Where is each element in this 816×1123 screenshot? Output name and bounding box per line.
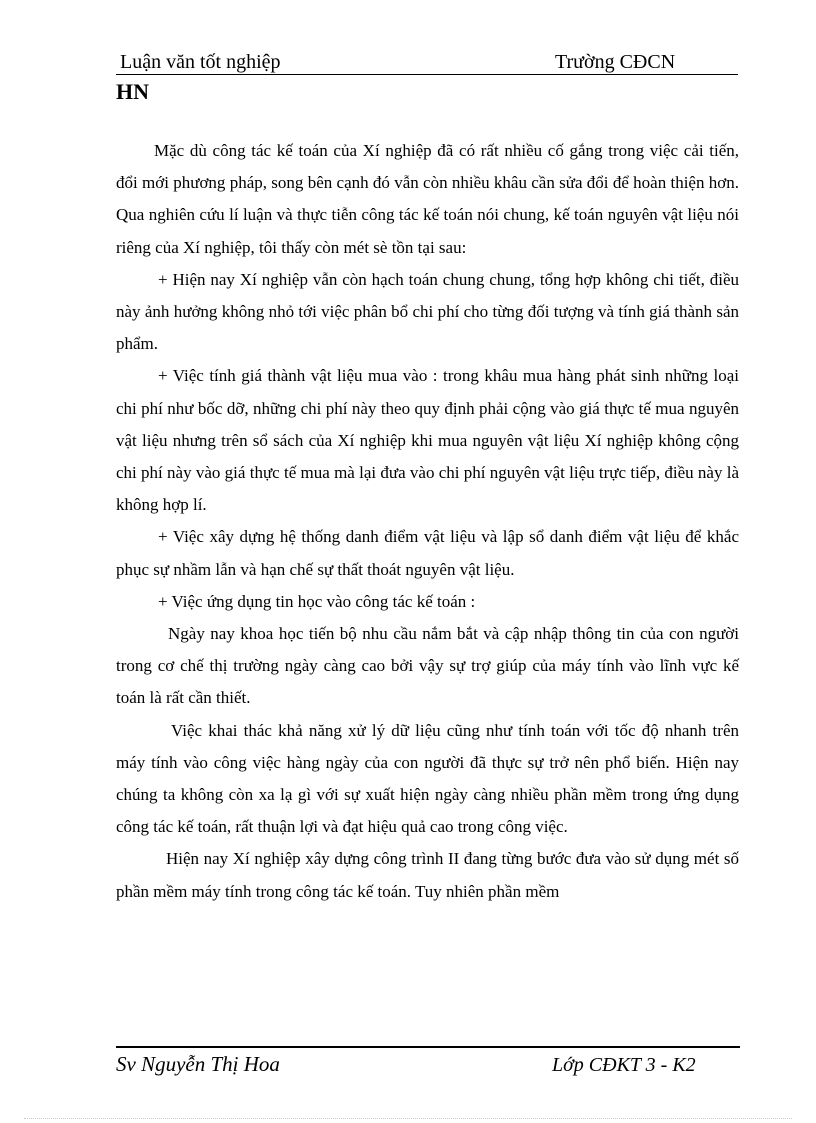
class-name: Lớp CĐKT 3 - K2 [552, 1054, 696, 1076]
paragraph-intro: Mặc dù công tác kế toán của Xí nghiệp đã có rất nhiều cố gắng trong việc cải tiến, đổi mới phương pháp, song bên cạnh đó vẫn còn nhiều khâu cần sửa đổi để hoàn thiện hơn. Qua nghiên cứu lí luận và thực tiễn công tác kế toán nói chung, kế toán nguyên vật liệu nói riêng của Xí nghiệp, tôi thấy còn mét sè tồn tại sau: [116, 141, 739, 257]
header-divider [116, 74, 738, 75]
school-name-header: Trường CĐCN [555, 51, 676, 73]
thesis-title-header: Luận văn tốt nghiệp [120, 51, 281, 73]
paragraph-limitation-material-catalog: + Việc xây dựng hệ thống danh điểm vật liệu và lập sổ danh điểm vật liệu để khắc phục sự nhầm lẫn và hạn chế sự thất thoát nguyên vật liệu. [116, 527, 739, 579]
footer-divider [116, 1046, 740, 1048]
paragraph-it-application: + Việc ứng dụng tin học vào công tác kế toán : [158, 591, 476, 611]
school-name-continuation: HN [116, 79, 149, 104]
paragraph-limitation-general-accounting: + Hiện nay Xí nghiệp vẫn còn hạch toán chung chung, tổng hợp không chi tiết, điều này ảnh hưởng không nhỏ tới việc phân bổ chi phí cho từng đối tượng và tính giá thành sản phẩm. [116, 269, 739, 354]
page-edge-divider [24, 1118, 792, 1119]
student-name: Sv Nguyễn Thị Hoa [116, 1052, 280, 1076]
page-body [116, 135, 739, 908]
paragraph-computer-need: Ngày nay khoa học tiến bộ nhu cầu nắm bắt và cập nhập thông tin của con người trong cơ chế thị trường ngày càng cao bởi vậy sự trợ giúp của máy tính vào lĩnh vực kế toán là rất cần thiết. [116, 624, 739, 708]
paragraph-data-processing: Việc khai thác khả năng xử lý dữ liệu cũng như tính toán với tốc độ nhanh trên máy tính vào công việc hàng ngày của con người đã thực sự trở nên phổ biến. Hiện nay chúng ta không còn xa lạ gì với sự xuất hiện ngày càng nhiều phần mềm trong ứng dụng công tác kế toán, rất thuận lợi và đạt hiệu quả cao trong công việc. [116, 720, 739, 837]
paragraph-limitation-material-cost: + Việc tính giá thành vật liệu mua vào : trong khâu mua hàng phát sinh những loại chi phí như bốc dỡ, những chi phí này theo quy định phải cộng vào giá thực tế mua nguyên vật liệu nhưng trên sổ sách của Xí nghiệp khi mua nguyên vật liệu Xí nghiệp không cộng chi phí này vào giá thực tế mua mà lại đưa vào chi phí nguyên vật liệu trực tiếp, điều này là không hợp lí. [116, 366, 739, 515]
paragraph-enterprise-software: Hiện nay Xí nghiệp xây dựng công trình II đang từng bước đưa vào sử dụng mét số phần mềm máy tính trong công tác kế toán. Tuy nhiên phần mềm [116, 849, 739, 901]
